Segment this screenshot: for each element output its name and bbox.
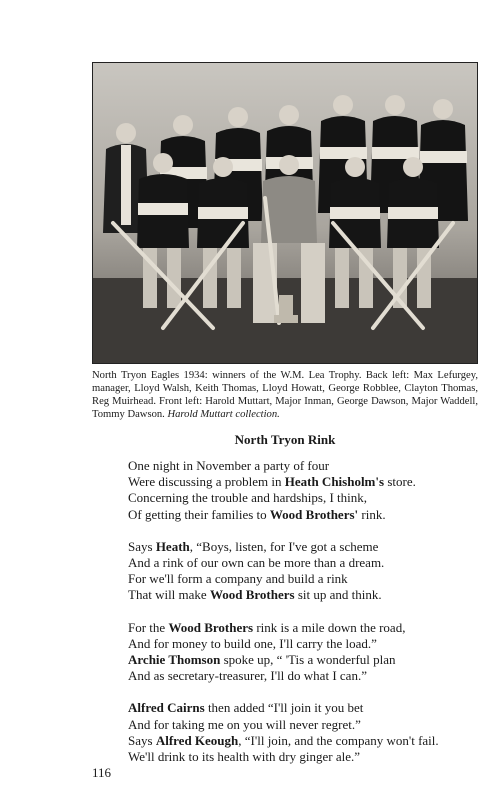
poem-line [128,668,468,684]
caption-credit: Harold Muttart collection. [167,409,280,420]
poem-line [128,636,468,652]
bold-name: Heath [155,538,190,554]
line-text: For the [128,619,169,635]
poem-line [128,733,468,749]
line-text: And for money to build one, I'll carry the load.” [128,635,377,651]
line-text: For we'll form a company and build a rink [128,571,348,587]
bold-name: Wood Brothers' [269,506,359,522]
poem-line [128,490,468,506]
poem-body [128,458,468,781]
page-number: 116 [92,765,112,780]
poem-line [128,652,468,668]
line-text: Says [128,732,156,748]
poem-line [128,539,468,555]
line-text: store. [384,474,416,490]
poem-stanza [128,458,468,523]
poem-line [128,749,468,765]
line-text: One night in November a party of four [128,458,330,473]
line-text: And a rink of our own can be more than a dream. [128,555,385,571]
line-text: Says [128,538,156,554]
poem-line [128,571,468,587]
bold-name: Archie Thomson [128,652,221,668]
poem-line [128,620,468,636]
line-text: We'll drink to its health with dry ginger ale.” [128,749,360,765]
line-text: Of getting their families to [128,506,270,522]
line-text: And for taking me on you will never regret.” [128,716,361,732]
team-photo-image [93,63,477,363]
line-text: That will make [128,587,210,603]
photo-caption [92,369,478,421]
bold-name: Wood Brothers [168,619,254,635]
line-text: , “Boys, listen, for I've got a scheme [189,538,379,554]
bold-name: Heath Chisholm's [284,474,385,490]
bold-name: Wood Brothers [209,587,295,603]
poem-stanza [128,539,468,604]
poem-line [128,555,468,571]
poem-line [128,507,468,523]
line-text: sit up and think. [294,587,382,603]
poem-line [128,474,468,490]
poem-line [128,587,468,603]
line-text: then added “I'll join it you bet [204,700,364,716]
line-text: spoke up, “ 'Tis a wonderful plan [220,652,396,668]
poem-line [128,458,468,474]
line-text: rink is a mile down the road, [253,619,406,635]
line-text: rink. [358,506,386,522]
line-text: Were discussing a problem in [128,474,285,490]
poem-line [128,700,468,716]
bold-name: Alfred Keough [155,732,239,748]
poem-line [128,717,468,733]
poem-title: North Tryon Rink [234,432,336,447]
poem-stanza [128,620,468,685]
caption-text: North Tryon Eagles 1934: winners of the W.M. Lea Trophy. Back left: Max Lefurgey, manager, Lloyd Walsh, Keith Thomas, Lloyd Howatt, George Robblee, Clayton Thomas, Reg Muirhead. Front left: Harold Muttart, Major Inman, George Dawson, Major Waddell, Tommy Dawson. [92,370,478,420]
bold-name: Alfred Cairns [128,700,205,716]
team-photo [92,62,478,364]
line-text: And as secretary-treasurer, I'll do what I can.” [128,668,367,684]
line-text: , “I'll join, and the company won't fail. [238,732,439,748]
poem-stanza [128,700,468,765]
line-text: Concerning the trouble and hardships, I think, [128,490,368,506]
